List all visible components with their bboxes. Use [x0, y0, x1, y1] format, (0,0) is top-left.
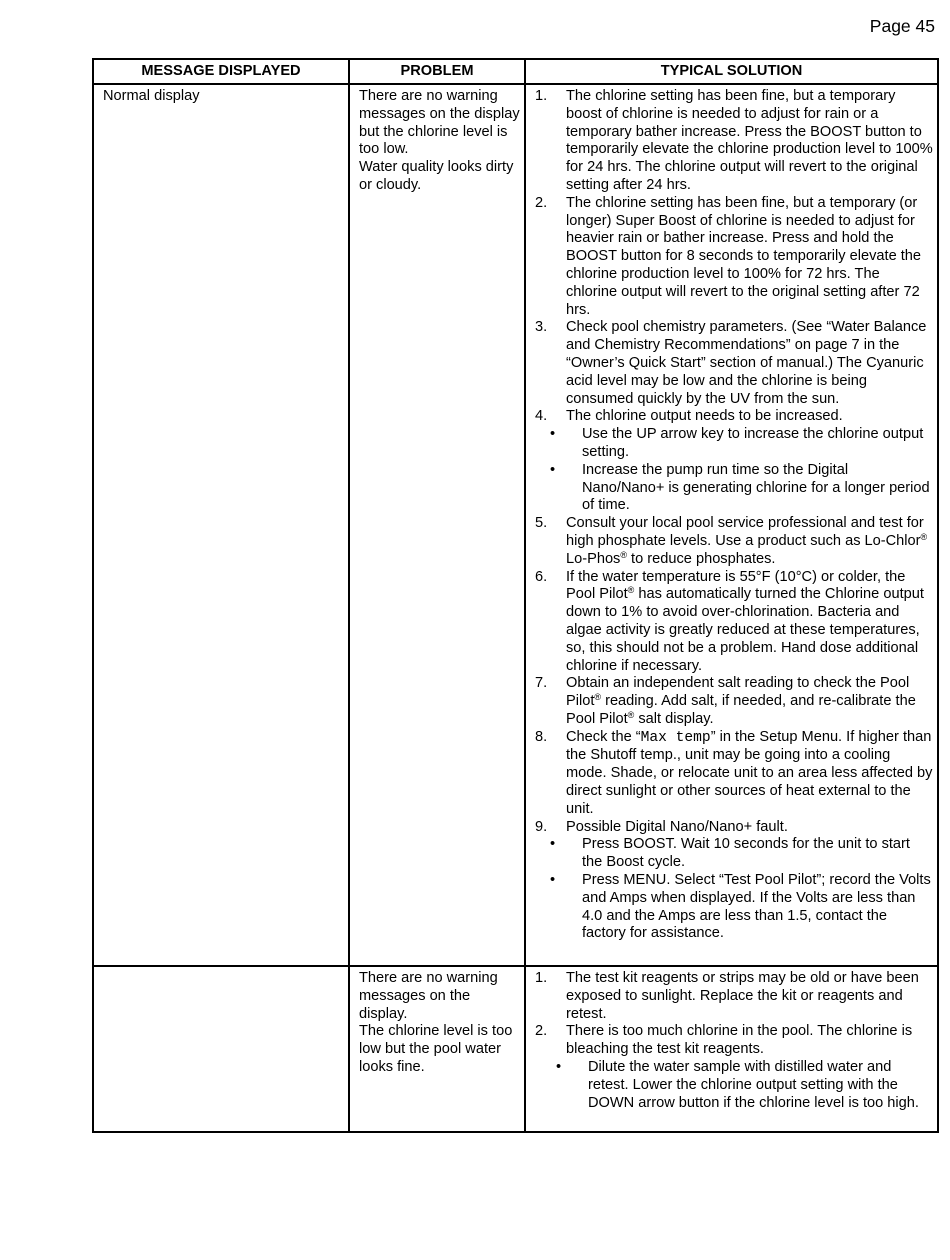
solution-step: [535, 729, 933, 819]
step-text: salt display.: [634, 710, 714, 727]
solution-cell: [525, 84, 938, 966]
solution-cell: [525, 966, 938, 1132]
solution-step: [535, 675, 933, 728]
step-number: 5.: [535, 515, 548, 532]
registered-mark: ®: [920, 531, 928, 542]
problem-cell: [349, 966, 525, 1132]
solution-step: [535, 1023, 933, 1059]
bullet-list: [535, 1059, 933, 1112]
problem-text: There are no warning messages on the display but the chlorine level is too low.: [359, 88, 520, 158]
registered-mark: ®: [620, 549, 627, 560]
step-number: 2.: [535, 194, 548, 211]
step-text: Obtain an independent salt reading to check the Pool Pilot: [566, 675, 910, 710]
problem-text: The chlorine level is too low but the pool water looks fine.: [359, 1023, 513, 1075]
bullet-item: • Press MENU. Select “Test Pool Pilot”; record the Volts and Amps when displayed. If the Volts are less than 4.0 and the Amps are less than 1.5, contact the factory for assistance.: [535, 872, 933, 943]
step-number: 4.: [535, 408, 548, 425]
bullet-list: [535, 836, 933, 943]
bullet-item: • Use the UP arrow key to increase the chlorine output setting.: [535, 426, 933, 462]
step-text: The test kit reagents or strips may be old or have been exposed to sunlight. Replace the kit or reagents and retest.: [566, 970, 919, 1022]
header-typical-solution: TYPICAL SOLUTION: [525, 59, 938, 84]
solution-list: [535, 88, 933, 426]
page-number: Page 45: [869, 16, 935, 36]
step-text: The chlorine output needs to be increased.: [566, 408, 843, 425]
solution-step: [535, 88, 933, 195]
step-text: Possible Digital Nano/Nano+ fault.: [566, 818, 788, 835]
solution-step: [535, 515, 933, 568]
solution-step: [535, 819, 933, 837]
table-row: [93, 84, 938, 966]
step-text: Lo-Phos: [566, 550, 621, 567]
setting-code: Max temp: [640, 729, 711, 746]
step-text: Consult your local pool service professional and test for high phosphate levels. Use a product such as Lo-Chlor: [566, 515, 924, 549]
table-header-row: [93, 59, 938, 84]
bullet-item: • Press BOOST. Wait 10 seconds for the unit to start the Boost cycle.: [535, 836, 933, 872]
solution-step: [535, 319, 933, 408]
step-number: 9.: [535, 818, 548, 835]
step-number: 7.: [535, 675, 548, 692]
message-cell: [93, 966, 349, 1132]
table-row: [93, 966, 938, 1132]
troubleshooting-table: [92, 58, 939, 1133]
problem-cell: [349, 84, 525, 966]
solution-list: [535, 970, 933, 1059]
step-text: If the water temperature is 55°F (10°C) or colder, the Pool Pilot: [566, 568, 906, 603]
step-number: 3.: [535, 319, 548, 336]
step-text: Check pool chemistry parameters. (See “Water Balance and Chemistry Recommendations” on page 7 in the “Owner’s Quick Start” section of manual.) The Cyanuric acid level may be low and the chlorine is being consumed quickly by the UV from the sun.: [566, 319, 927, 407]
solution-list: [535, 515, 933, 836]
step-number: 8.: [535, 728, 548, 745]
step-text: ” in the Setup Menu. If higher than the Shutoff temp., unit may be going into a cooling mode. Shade, or relocate unit to an area less affected by direct sunlight or other sources of heat external to the unit.: [566, 728, 933, 817]
solution-step: [535, 569, 933, 676]
registered-mark: ®: [627, 709, 635, 720]
problem-text: There are no warning messages on the display.: [359, 970, 498, 1022]
solution-step: [535, 970, 933, 1023]
bullet-list: [535, 426, 933, 515]
registered-mark: ®: [627, 585, 635, 596]
bullet-item: • Increase the pump run time so the Digital Nano/Nano+ is generating chlorine for a longer period of time.: [535, 462, 933, 515]
header-problem: PROBLEM: [349, 59, 525, 84]
step-number: 2.: [535, 1023, 548, 1040]
registered-mark: ®: [594, 692, 602, 703]
step-text: The chlorine setting has been fine, but a temporary (or longer) Super Boost of chlorine is needed to adjust for heavier rain or bather increase. Press and hold the BOOST button for 8 seconds to temporarily elevate the chlorine production level to 100% for 72 hrs. The chlorine output will revert to the original setting after 72 hrs.: [566, 194, 922, 318]
solution-step: [535, 408, 933, 426]
problem-text: Water quality looks dirty or cloudy.: [359, 159, 514, 193]
step-number: 1.: [535, 970, 548, 986]
step-text: There is too much chlorine in the pool. The chlorine is bleaching the test kit reagents.: [566, 1023, 913, 1058]
bullet-item: • Dilute the water sample with distilled water and retest. Lower the chlorine output setting with the DOWN arrow button if the chlorine level is too high.: [535, 1059, 933, 1112]
step-text: to reduce phosphates.: [627, 550, 776, 567]
step-text: has automatically turned the Chlorine output down to 1% to avoid over-chlorination. Bacteria and algae activity is greatly reduced at these temperatures, so, this should not be a problem. Hand dose additional chlorine if necessary.: [566, 586, 924, 674]
step-text: The chlorine setting has been fine, but a temporary boost of chlorine is needed to adjust for rain or a temporary bather increase. Press the BOOST button to temporarily elevate the chlorine production level to 100% for 24 hrs. The chlorine output will revert to the original setting after 24 hrs.: [566, 88, 933, 193]
step-number: 6.: [535, 568, 548, 585]
header-message-displayed: MESSAGE DISPLAYED: [93, 59, 349, 84]
step-text: reading. Add salt, if needed, and re-calibrate the Pool Pilot: [566, 693, 916, 727]
step-number: 1.: [535, 88, 548, 104]
message-cell: Normal display: [93, 84, 349, 966]
step-text: Check the “: [566, 728, 641, 745]
solution-step: [535, 195, 933, 320]
